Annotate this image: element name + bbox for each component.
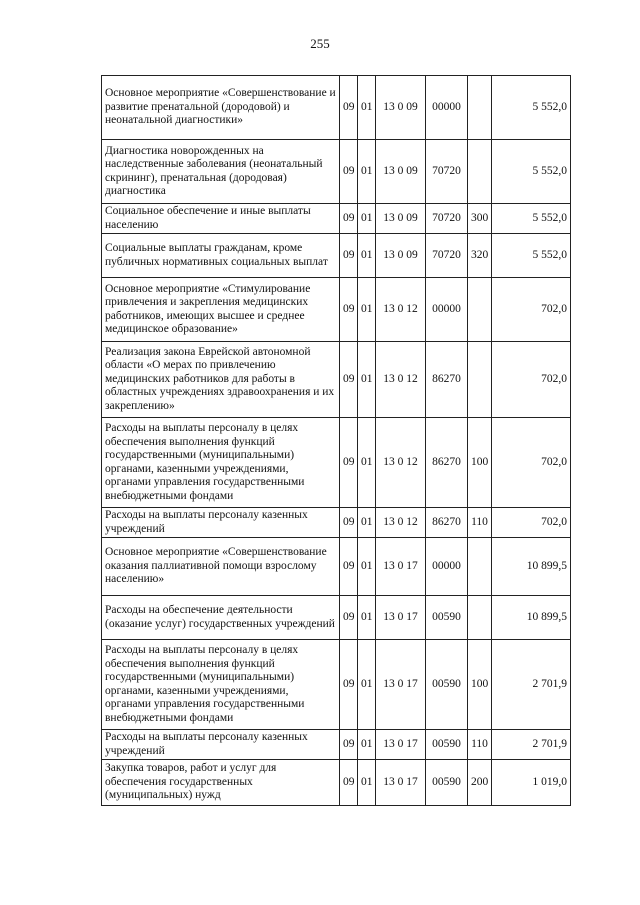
amount-cell: 702,0 (492, 278, 571, 342)
section-code-cell: 09 (340, 342, 358, 418)
table-row (102, 342, 571, 418)
expense-direction-code-cell: 86270 (426, 508, 468, 538)
row-name-cell: Основное мероприятие «Совершенствование оказания паллиативной помощи взрослому населению» (102, 538, 340, 596)
expense-type-code-cell: 200 (468, 760, 492, 806)
subsection-code-cell: 01 (358, 640, 376, 730)
amount-cell: 2 701,9 (492, 730, 571, 760)
row-name-cell: Основное мероприятие «Совершенствование и развитие пренатальной (дородовой) и неонатальной диагностики» (102, 76, 340, 140)
program-code-cell: 13 0 12 (376, 508, 426, 538)
section-code-cell: 09 (340, 204, 358, 234)
subsection-code-cell: 01 (358, 342, 376, 418)
program-code-cell: 13 0 17 (376, 760, 426, 806)
expense-direction-code-cell: 86270 (426, 342, 468, 418)
program-code-cell: 13 0 09 (376, 76, 426, 140)
row-name-cell: Расходы на выплаты персоналу казенных учреждений (102, 508, 340, 538)
amount-cell: 5 552,0 (492, 234, 571, 278)
table-row (102, 204, 571, 234)
expense-type-code-cell (468, 596, 492, 640)
expense-type-code-cell (468, 342, 492, 418)
row-name-cell: Расходы на выплаты персоналу в целях обеспечения выполнения функций государственными (муниципальными) органами, казенными учреждениями, органами управления государственными внебюджетными фондами (102, 418, 340, 508)
program-code-cell: 13 0 09 (376, 140, 426, 204)
subsection-code-cell: 01 (358, 596, 376, 640)
expense-type-code-cell: 110 (468, 730, 492, 760)
subsection-code-cell: 01 (358, 418, 376, 508)
row-name-cell: Реализация закона Еврейской автономной области «О мерах по привлечению медицинских работников для работы в областных учреждениях здравоохранения и их закреплению» (102, 342, 340, 418)
table-row (102, 730, 571, 760)
expense-direction-code-cell: 70720 (426, 204, 468, 234)
budget-table-body (102, 76, 571, 806)
expense-direction-code-cell: 86270 (426, 418, 468, 508)
program-code-cell: 13 0 12 (376, 342, 426, 418)
subsection-code-cell: 01 (358, 508, 376, 538)
table-row (102, 278, 571, 342)
expense-type-code-cell (468, 538, 492, 596)
expense-direction-code-cell: 70720 (426, 140, 468, 204)
amount-cell: 702,0 (492, 508, 571, 538)
expense-type-code-cell: 300 (468, 204, 492, 234)
expense-direction-code-cell: 00590 (426, 596, 468, 640)
expense-type-code-cell (468, 76, 492, 140)
table-row (102, 596, 571, 640)
amount-cell: 1 019,0 (492, 760, 571, 806)
expense-type-code-cell: 100 (468, 640, 492, 730)
table-row (102, 234, 571, 278)
subsection-code-cell: 01 (358, 538, 376, 596)
section-code-cell: 09 (340, 640, 358, 730)
table-row (102, 140, 571, 204)
row-name-cell: Расходы на выплаты персоналу казенных учреждений (102, 730, 340, 760)
expense-type-code-cell (468, 278, 492, 342)
table-row (102, 508, 571, 538)
subsection-code-cell: 01 (358, 234, 376, 278)
subsection-code-cell: 01 (358, 204, 376, 234)
expense-type-code-cell: 320 (468, 234, 492, 278)
section-code-cell: 09 (340, 760, 358, 806)
subsection-code-cell: 01 (358, 140, 376, 204)
amount-cell: 10 899,5 (492, 538, 571, 596)
row-name-cell: Основное мероприятие «Стимулирование привлечения и закрепления медицинских работников, имеющих высшее и среднее медицинское образование» (102, 278, 340, 342)
budget-table (101, 75, 571, 806)
amount-cell: 10 899,5 (492, 596, 571, 640)
table-row (102, 76, 571, 140)
program-code-cell: 13 0 17 (376, 538, 426, 596)
row-name-cell: Социальное обеспечение и иные выплаты населению (102, 204, 340, 234)
table-row (102, 760, 571, 806)
expense-direction-code-cell: 00000 (426, 76, 468, 140)
row-name-cell: Расходы на обеспечение деятельности (оказание услуг) государственных учреждений (102, 596, 340, 640)
section-code-cell: 09 (340, 538, 358, 596)
amount-cell: 702,0 (492, 342, 571, 418)
program-code-cell: 13 0 12 (376, 278, 426, 342)
row-name-cell: Расходы на выплаты персоналу в целях обеспечения выполнения функций государственными (муниципальными) органами, казенными учреждениями, органами управления государственными внебюджетными фондами (102, 640, 340, 730)
row-name-cell: Диагностика новорожденных на наследственные заболевания (неонатальный скрининг), пренатальная (дородовая) диагностика (102, 140, 340, 204)
subsection-code-cell: 01 (358, 278, 376, 342)
section-code-cell: 09 (340, 76, 358, 140)
amount-cell: 2 701,9 (492, 640, 571, 730)
program-code-cell: 13 0 17 (376, 640, 426, 730)
section-code-cell: 09 (340, 418, 358, 508)
expense-direction-code-cell: 00590 (426, 640, 468, 730)
expense-direction-code-cell: 00590 (426, 760, 468, 806)
section-code-cell: 09 (340, 730, 358, 760)
amount-cell: 5 552,0 (492, 140, 571, 204)
row-name-cell: Закупка товаров, работ и услуг для обеспечения государственных (муниципальных) нужд (102, 760, 340, 806)
table-row (102, 418, 571, 508)
expense-direction-code-cell: 00590 (426, 730, 468, 760)
subsection-code-cell: 01 (358, 76, 376, 140)
amount-cell: 5 552,0 (492, 204, 571, 234)
expense-type-code-cell (468, 140, 492, 204)
page-number: 255 (310, 36, 330, 51)
program-code-cell: 13 0 09 (376, 234, 426, 278)
table-row (102, 538, 571, 596)
program-code-cell: 13 0 09 (376, 204, 426, 234)
expense-type-code-cell: 100 (468, 418, 492, 508)
program-code-cell: 13 0 12 (376, 418, 426, 508)
subsection-code-cell: 01 (358, 730, 376, 760)
section-code-cell: 09 (340, 596, 358, 640)
table-row (102, 640, 571, 730)
section-code-cell: 09 (340, 140, 358, 204)
expense-type-code-cell: 110 (468, 508, 492, 538)
program-code-cell: 13 0 17 (376, 730, 426, 760)
program-code-cell: 13 0 17 (376, 596, 426, 640)
expense-direction-code-cell: 70720 (426, 234, 468, 278)
amount-cell: 5 552,0 (492, 76, 571, 140)
subsection-code-cell: 01 (358, 760, 376, 806)
expense-direction-code-cell: 00000 (426, 278, 468, 342)
section-code-cell: 09 (340, 234, 358, 278)
section-code-cell: 09 (340, 278, 358, 342)
amount-cell: 702,0 (492, 418, 571, 508)
section-code-cell: 09 (340, 508, 358, 538)
expense-direction-code-cell: 00000 (426, 538, 468, 596)
row-name-cell: Социальные выплаты гражданам, кроме публичных нормативных социальных выплат (102, 234, 340, 278)
